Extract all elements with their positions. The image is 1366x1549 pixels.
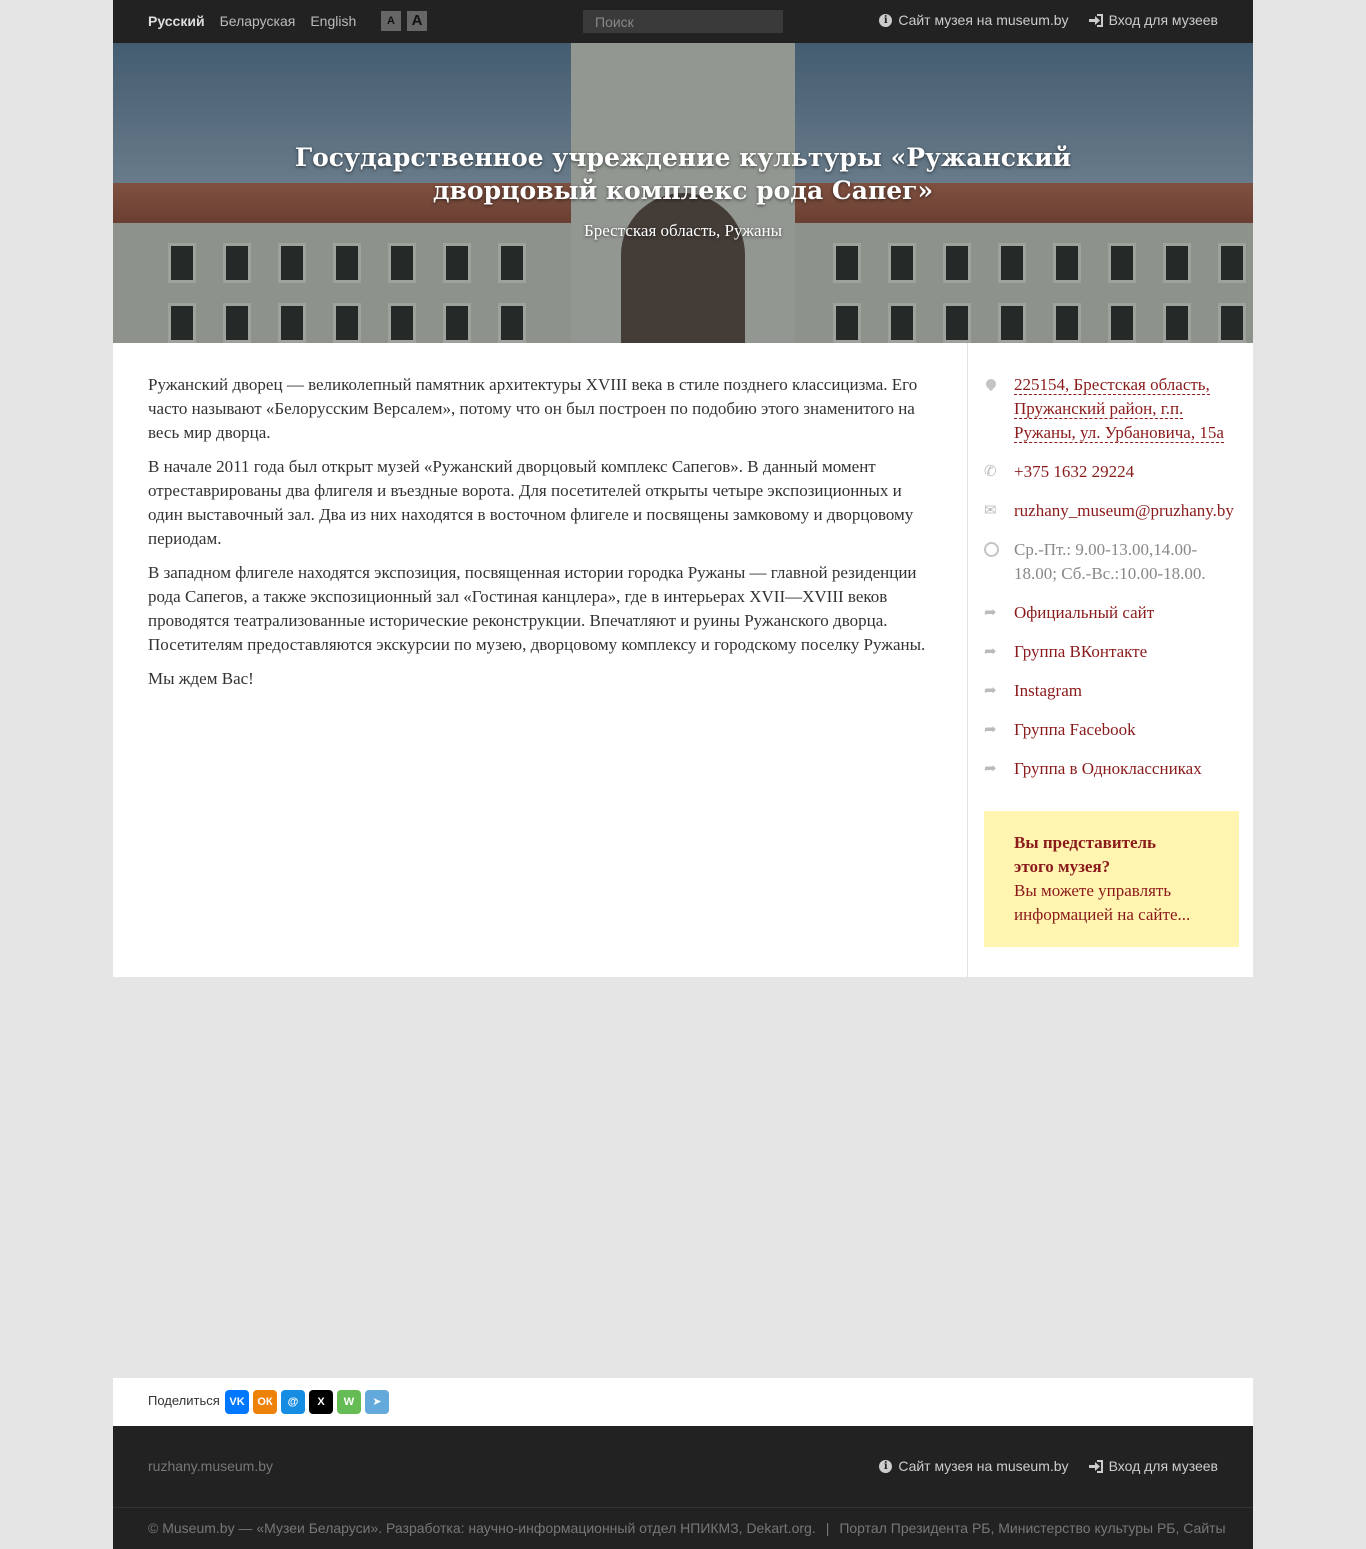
address-link[interactable] <box>1014 373 1224 445</box>
info-icon: i <box>879 1460 892 1473</box>
official-site-link[interactable]: Официальный сайт <box>1014 603 1155 622</box>
footer-login-label: Вход для музеев <box>1108 1458 1218 1474</box>
footer-links <box>879 1458 1218 1474</box>
vk-share-button[interactable]: VK <box>225 1390 249 1414</box>
museum-representative-box[interactable] <box>984 811 1239 947</box>
museum-login-link[interactable] <box>1089 12 1218 28</box>
address-row <box>984 373 1224 445</box>
footer-museum-site-label: Сайт музея на museum.by <box>898 1458 1069 1474</box>
official-site-row <box>984 601 1154 625</box>
museum-description <box>148 373 933 701</box>
copyright-text: © Museum.by — «Музеи Беларуси». Разработка: научно-информационный отдел НПИКМЗ, Dekart.org. <box>148 1520 816 1536</box>
info-icon: i <box>879 14 892 27</box>
museum-site-link-label: Сайт музея на museum.by <box>898 12 1069 28</box>
hours-row <box>984 538 1206 586</box>
font-bigger-button[interactable]: A <box>407 11 427 31</box>
envelope-icon: ✉ <box>984 503 997 519</box>
login-icon <box>1089 14 1103 27</box>
instagram-row <box>984 679 1082 703</box>
phone-link[interactable]: +375 1632 29224 <box>1014 462 1135 481</box>
footer-divider <box>113 1507 1253 1508</box>
description-paragraph: В западном флигеле находятся экспозиция, посвященная истории городка Ружаны — главной резиденции рода Сапегов, а также экспозиционный зал «Гостиная канцлера», где в интерьерах XVII—XVIII веков проводятся театрализованные исторические реконструкции. Впечатляют и руины Ружанского дворца. Посетителям предоставляются экскурсии по музею, дворцовому комплексу и городскому поселку Ружаны. <box>148 563 926 654</box>
footer-login-link[interactable] <box>1089 1458 1218 1474</box>
lang-english[interactable]: English <box>310 13 357 29</box>
share-arrow-icon: ➦ <box>984 722 997 738</box>
clock-icon <box>984 538 1014 586</box>
odnoklassniki-group-link[interactable]: Группа в Одноклассниках <box>1014 759 1202 778</box>
portal-links[interactable]: Портал Президента РБ, Министерство культуры РБ, Сайты <box>839 1520 1226 1536</box>
odnoklassniki-group-row <box>984 757 1202 781</box>
rep-box-heading: этого музея? <box>1014 857 1111 876</box>
telegram-share-button[interactable]: ➤ <box>365 1390 389 1414</box>
museum-login-link-label: Вход для музеев <box>1108 12 1218 28</box>
lang-russian[interactable]: Русский <box>148 13 205 29</box>
phone-icon: ✆ <box>984 464 997 480</box>
museum-region: Брестская область, Ружаны <box>583 221 783 240</box>
top-bar <box>113 0 1253 43</box>
moimir-share-button[interactable]: @ <box>281 1390 305 1414</box>
contact-sidebar <box>967 343 1254 977</box>
font-smaller-button[interactable]: A <box>381 11 401 31</box>
footer-site-name[interactable]: ruzhany.museum.by <box>148 1458 274 1474</box>
hours-line: Ср.-Пт.: 9.00-13.00,14.00- <box>1014 540 1198 559</box>
share-buttons <box>225 1390 389 1414</box>
description-paragraph: Ружанский дворец — великолепный памятник архитектуры XVIII века в стиле позднего классицизма. Его часто называют «Белорусским Версалем», потому что он был построен по подобию этого знаменитого на весь мир дворца. <box>148 375 918 442</box>
footer-copyright <box>148 1520 1226 1536</box>
rep-box-text: Вы можете управлять <box>1014 881 1172 900</box>
share-label: Поделиться <box>148 1393 220 1408</box>
address-line: 225154, Брестская область, <box>1014 375 1210 394</box>
share-arrow-icon: ➦ <box>984 605 997 621</box>
address-line: Ружаны, ул. Урбановича, 15а <box>1014 423 1224 442</box>
description-paragraph: В начале 2011 года был открыт музей «Ружанский дворцовый комплекс Сапегов». В данный момент отреставрированы два флигеля и въездные ворота. Для посетителей открыты четыре экспозиционных и один выставочный зал. Два из них находятся в восточном флигеле и посвящены замковому и дворцовому периодам. <box>148 457 914 548</box>
facebook-group-row <box>984 718 1136 742</box>
hero-banner <box>113 43 1253 343</box>
museum-title: Государственное учреждение культуры «Ружанский дворцовый комплекс рода Сапег» <box>294 143 1072 205</box>
description-paragraph: Мы ждем Вас! <box>148 669 254 688</box>
language-switcher <box>148 13 356 29</box>
whatsapp-share-button[interactable]: W <box>337 1390 361 1414</box>
phone-row <box>984 460 1134 484</box>
login-icon <box>1089 1460 1103 1473</box>
museum-site-link[interactable] <box>879 12 1068 28</box>
location-pin-icon <box>984 373 1014 445</box>
footer-museum-site-link[interactable] <box>879 1458 1068 1474</box>
hours-line: 18.00; Сб.-Вс.:10.00-18.00. <box>1014 564 1206 583</box>
share-bar <box>113 1378 1253 1426</box>
top-links <box>879 12 1218 28</box>
address-line: Пружанский район, г.п. <box>1014 399 1184 418</box>
share-arrow-icon: ➦ <box>984 683 997 699</box>
footer <box>113 1426 1253 1549</box>
opening-hours <box>1014 538 1206 586</box>
vk-group-row <box>984 640 1147 664</box>
facebook-group-link[interactable]: Группа Facebook <box>1014 720 1136 739</box>
rep-box-text: информацией на сайте... <box>1014 905 1191 924</box>
instagram-link[interactable]: Instagram <box>1014 681 1082 700</box>
rep-box-heading: Вы представитель <box>1014 833 1157 852</box>
search-input[interactable] <box>583 10 783 33</box>
share-arrow-icon: ➦ <box>984 644 997 660</box>
email-link[interactable]: ruzhany_museum@pruzhany.by <box>1014 501 1234 520</box>
main-panel <box>113 343 1253 977</box>
vk-group-link[interactable]: Группа ВКонтакте <box>1014 642 1148 661</box>
odnoklassniki-share-button[interactable]: ОК <box>253 1390 277 1414</box>
font-size-controls <box>381 11 427 31</box>
email-row <box>984 499 1234 523</box>
lang-belarusian[interactable]: Беларуская <box>219 13 296 29</box>
twitter-share-button[interactable]: X <box>309 1390 333 1414</box>
footer-separator: | <box>825 1520 830 1536</box>
share-arrow-icon: ➦ <box>984 761 997 777</box>
